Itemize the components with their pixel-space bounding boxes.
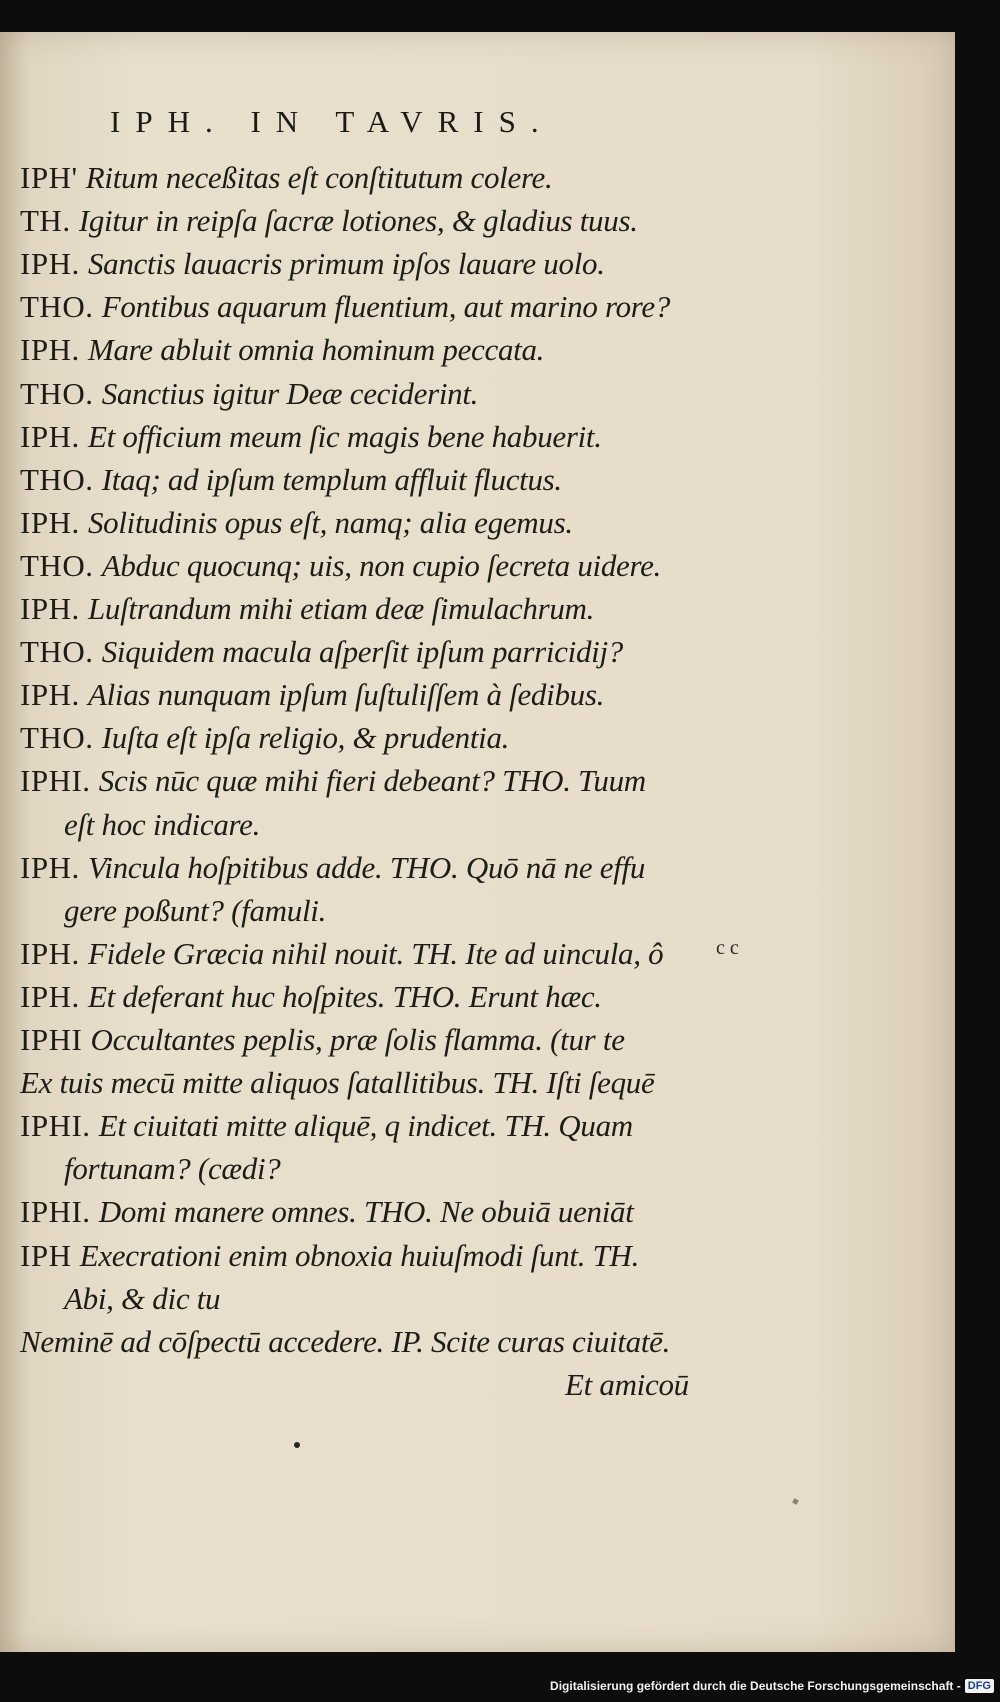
- text-line: [20, 677, 604, 713]
- speaker-label: IPHI.: [20, 1108, 99, 1144]
- text-line: [20, 289, 670, 325]
- speaker-label: IPHI.: [20, 1194, 99, 1230]
- text-line: [20, 160, 552, 196]
- speaker-label: IPH.: [20, 591, 88, 626]
- speaker-label: IPH.: [20, 849, 88, 885]
- speaker-label: TH.: [20, 203, 79, 239]
- line-text: Itaq; ad ipſum templum affluit fluctus.: [101, 461, 562, 497]
- speaker-label: IPH.: [20, 246, 88, 282]
- speaker-label: THO.: [20, 720, 102, 756]
- speaker-label: IPH.: [20, 332, 88, 368]
- text-line: [20, 462, 562, 498]
- text-line: [20, 720, 509, 756]
- text-line: [20, 1324, 670, 1360]
- line-text: fortunam? (cædi?: [64, 1151, 281, 1187]
- text-line: [20, 1108, 633, 1144]
- speaker-label: THO.: [20, 375, 102, 411]
- dfg-logo-icon: DFG: [965, 1679, 994, 1693]
- footer-text: Digitalisierung gefördert durch die Deutsche Forschungsgemeinschaft -: [550, 1679, 961, 1693]
- speaker-label: IPH': [20, 160, 86, 195]
- text-line: [64, 807, 260, 843]
- line-text: Abi, & dic tu: [64, 1280, 221, 1316]
- text-line: [64, 893, 326, 929]
- speaker-label: IPH: [20, 1237, 80, 1273]
- line-text: Alias nunquam ipſum ſuſtuliſſem à ſedibus.: [87, 677, 605, 713]
- speaker-label: IPHI.: [20, 763, 99, 799]
- line-text: Vincula hoſpitibus adde. THO. Quō nā ne effu: [87, 849, 646, 885]
- text-line: [20, 246, 605, 282]
- footer-credit: [550, 1675, 994, 1697]
- line-text: Mare abluit omnia hominum peccata.: [87, 332, 545, 368]
- line-text: Et officium meum ſic magis bene habuerit.: [87, 418, 602, 454]
- speaker-label: THO.: [20, 289, 102, 325]
- speaker-label: IPH.: [20, 935, 88, 971]
- running-header: IPH. IN TAVRIS.: [110, 104, 554, 139]
- text-line: [20, 1194, 634, 1230]
- speaker-label: IPH.: [20, 418, 88, 454]
- line-text: Neminē ad cōſpectū accedere. IP. Scite curas ciuitatē.: [20, 1323, 671, 1359]
- ink-spot: [294, 1442, 300, 1448]
- text-line: [20, 332, 544, 368]
- line-text: Execrationi enim obnoxia huiuſmodi ſunt. TH.: [79, 1237, 640, 1273]
- line-text: Ritum neceßitas eſt conſtitutum colere.: [85, 160, 553, 195]
- margin-mark: c c: [716, 937, 739, 959]
- text-line: [20, 1238, 639, 1274]
- line-text: Et amicoū: [565, 1366, 689, 1402]
- text-line: [20, 979, 602, 1015]
- line-text: Fidele Græcia nihil nouit. TH. Ite ad uincula, ô: [87, 935, 664, 971]
- text-line: [20, 850, 645, 886]
- line-text: gere poßunt? (famuli.: [64, 892, 327, 928]
- line-text: Iuſta eſt ipſa religio, & prudentia.: [101, 720, 510, 756]
- line-text: Luſtrandum mihi etiam deæ ſimulachrum.: [87, 591, 595, 626]
- text-line: [20, 376, 478, 412]
- line-text: Igitur in reipſa ſacræ lotiones, & gladius tuus.: [78, 203, 638, 239]
- line-text: Ex tuis mecū mitte aliquos ſatallitibus. TH. Iſti ſequē: [20, 1065, 655, 1101]
- book-page: [0, 32, 955, 1652]
- speaker-label: IPH.: [20, 978, 88, 1014]
- text-line: [20, 1065, 654, 1101]
- text-line: [20, 419, 602, 455]
- line-text: Solitudinis opus eſt, namq; alia egemus.: [87, 504, 573, 540]
- speaker-label: THO.: [20, 461, 102, 497]
- text-line: [20, 505, 573, 541]
- text-line: [20, 203, 638, 239]
- line-text: Domi manere omnes. THO. Ne obuiā ueniāt: [98, 1194, 634, 1230]
- line-text: Occultantes peplis, præ ſolis flamma. (tur te: [90, 1022, 625, 1057]
- speaker-label: IPHI: [20, 1022, 91, 1057]
- line-text: Sanctius igitur Deæ ceciderint.: [101, 375, 479, 411]
- text-line: [20, 591, 594, 627]
- line-text: Scis nūc quæ mihi fieri debeant? THO. Tuum: [98, 763, 646, 799]
- text-line: [20, 548, 661, 584]
- line-text: Fontibus aquarum fluentium, aut marino rore?: [101, 289, 671, 325]
- speaker-label: IPH.: [20, 677, 88, 713]
- line-text: Siquidem macula aſperſit ipſum parricidij?: [101, 634, 623, 670]
- paper-speck: [792, 1498, 799, 1505]
- line-text: Abduc quocunq; uis, non cupio ſecreta uidere.: [101, 547, 662, 583]
- speaker-label: THO.: [20, 634, 102, 670]
- text-line: [64, 1281, 220, 1317]
- line-text: eſt hoc indicare.: [64, 806, 261, 842]
- text-line: [20, 936, 663, 972]
- line-text: Et ciuitati mitte aliquē, q indicet. TH. Quam: [98, 1108, 633, 1144]
- text-line: [64, 1151, 281, 1187]
- speaker-label: THO.: [20, 547, 102, 583]
- line-text: Sanctis lauacris primum ipſos lauare uolo.: [87, 246, 605, 282]
- speaker-label: IPH.: [20, 504, 88, 540]
- text-line: [565, 1367, 689, 1403]
- line-text: Et deferant huc hoſpites. THO. Erunt hæc.: [87, 978, 602, 1014]
- text-line: [20, 763, 646, 799]
- text-line: [20, 634, 623, 670]
- text-line: [20, 1022, 625, 1058]
